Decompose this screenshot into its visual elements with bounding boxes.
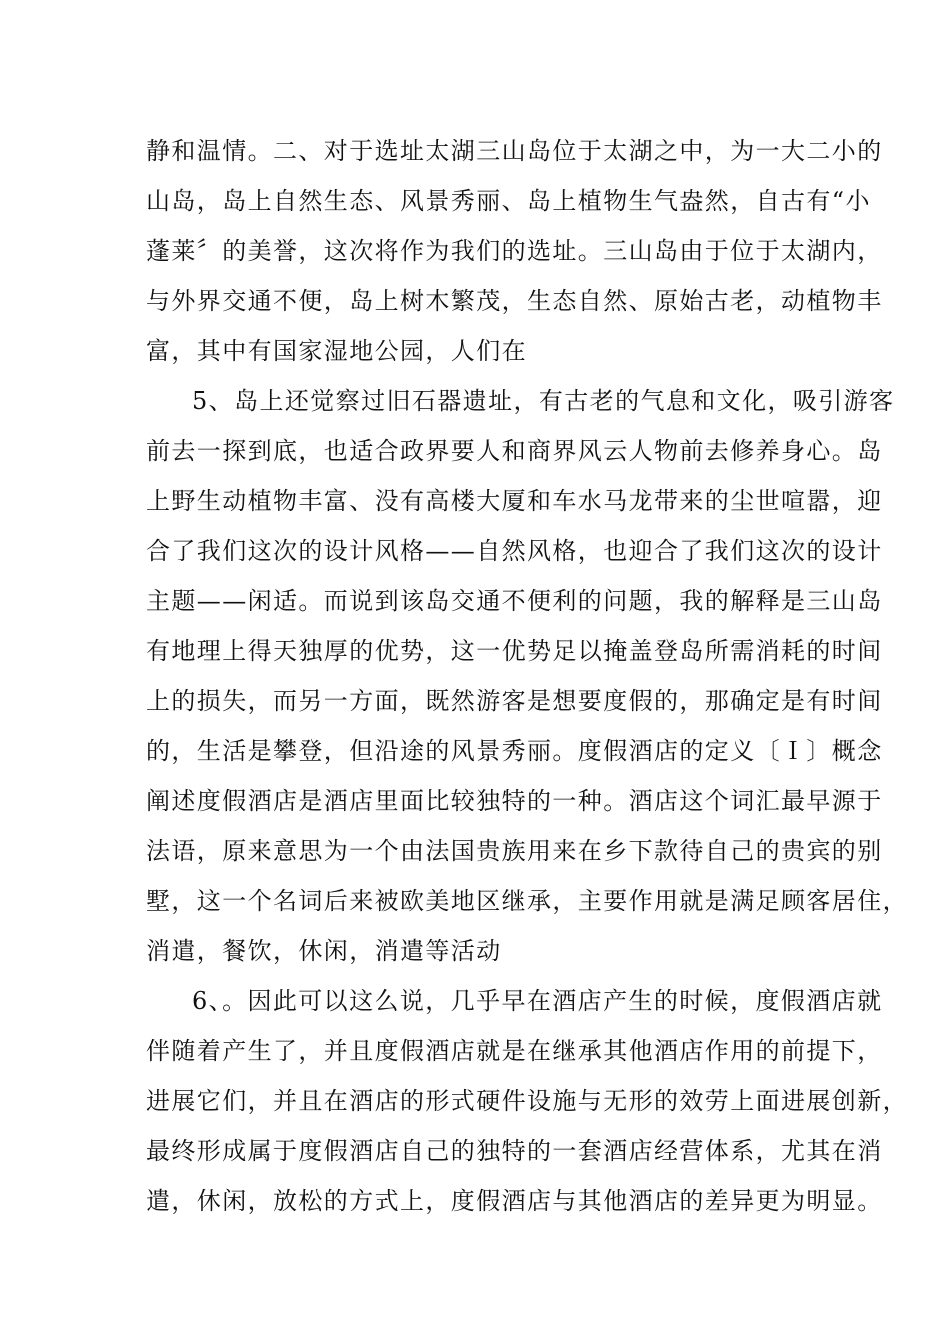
paragraph-2-line-11: 墅，这一个名词后来被欧美地区继承，主要作用就是满足顾客居住， [146, 887, 908, 915]
paragraph-3-line-2: 伴随着产生了，并且度假酒店就是在继承其他酒店作用的前提下， [146, 1037, 883, 1065]
paragraph-2-line-12: 消遣，餐饮，休闲，消遣等活动 [146, 937, 502, 965]
paragraph-3-line-1: 6、。因此可以这么说，几乎早在酒店产生的时候，度假酒店就 [192, 987, 883, 1015]
paragraph-1-line-4: 与外界交通不便，岛上树木繁茂，生态自然、原始古老，动植物丰 [146, 287, 883, 315]
paragraph-1-line-1: 静和温情。二、对于选址太湖三山岛位于太湖之中，为一大二小的 [146, 137, 883, 165]
paragraph-2-line-2: 前去一探到底，也适合政界要人和商界风云人物前去修养身心。岛 [146, 437, 883, 465]
paragraph-3-line-3: 进展它们，并且在酒店的形式硬件设施与无形的效劳上面进展创新， [146, 1087, 908, 1115]
paragraph-3-line-5: 遣，休闲，放松的方式上，度假酒店与其他酒店的差异更为明显。 [146, 1187, 883, 1215]
paragraph-2-line-10: 法语，原来意思为一个由法国贵族用来在乡下款待自己的贵宾的别 [146, 837, 883, 865]
paragraph-2-line-4: 合了我们这次的设计风格——自然风格，也迎合了我们这次的设计 [146, 537, 883, 565]
paragraph-2-line-1: 5、岛上还觉察过旧石器遗址，有古老的气息和文化，吸引游客 [192, 387, 895, 415]
paragraph-1-line-2: 山岛，岛上自然生态、风景秀丽、岛上植物生气盎然，自古有“小 [146, 187, 871, 215]
paragraph-2-line-8: 的，生活是攀登，但沿途的风景秀丽。度假酒店的定义〔Ｉ〕概念 [146, 737, 883, 765]
paragraph-2-line-6: 有地理上得天独厚的优势，这一优势足以掩盖登岛所需消耗的时间 [146, 637, 883, 665]
paragraph-1-line-3: 蓬莱〞的美誉，这次将作为我们的选址。三山岛由于位于太湖内， [146, 237, 883, 265]
paragraph-1-line-5: 富，其中有国家湿地公园，人们在 [146, 337, 527, 365]
paragraph-2-line-3: 上野生动植物丰富、没有高楼大厦和车水马龙带来的尘世喧嚣，迎 [146, 487, 883, 515]
paragraph-3-line-4: 最终形成属于度假酒店自己的独特的一套酒店经营体系，尤其在消 [146, 1137, 883, 1165]
paragraph-2-line-7: 上的损失，而另一方面，既然游客是想要度假的，那确定是有时间 [146, 687, 883, 715]
paragraph-2-line-9: 阐述度假酒店是酒店里面比较独特的一种。酒店这个词汇最早源于 [146, 787, 883, 815]
paragraph-2-line-5: 主题——闲适。而说到该岛交通不便利的问题，我的解释是三山岛 [146, 587, 883, 615]
